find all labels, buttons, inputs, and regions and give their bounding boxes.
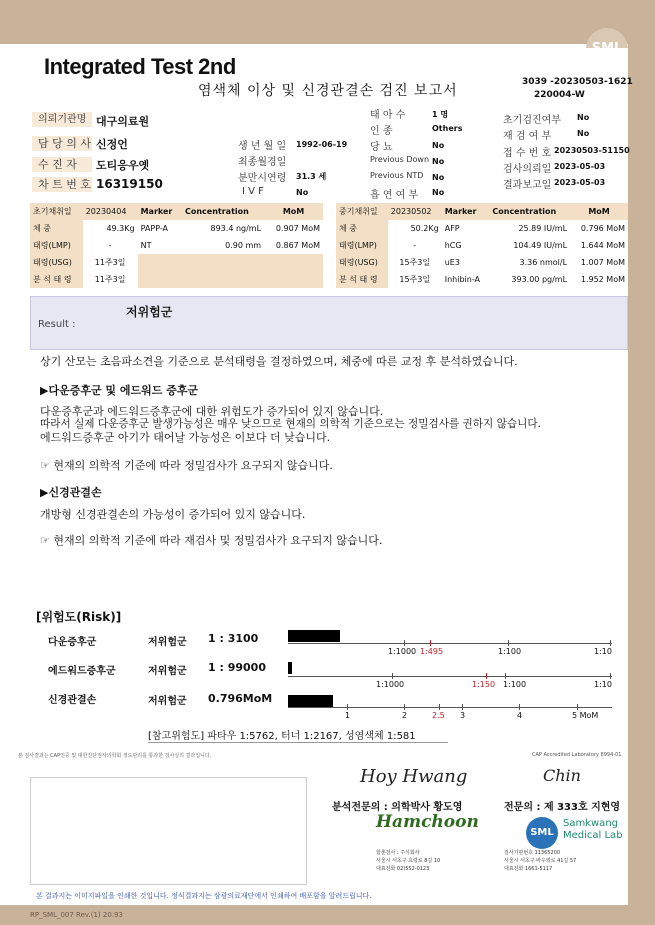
diabetes-value: No [432, 141, 445, 150]
risk-edwards-level: 저위험군 [148, 666, 187, 677]
chart-number-label: 차 트 번 호 [32, 177, 92, 192]
first-date-label: 초기채취일 [30, 203, 83, 220]
retest-value: No [577, 129, 590, 138]
doctor-label: 담 당 의 사 [32, 136, 92, 151]
reference-risk: [참고위험도] 파타우 1:5762, 터너 1:2167, 성염색체 1:581 [148, 731, 416, 742]
first-analysis-value: 11주3일 [94, 275, 126, 284]
ivf-label: I V F [242, 186, 264, 197]
ivf-value: No [296, 188, 309, 197]
second-date-value: 20230502 [388, 203, 442, 220]
lmp-label: 최종월경일 [238, 157, 287, 168]
risk-ntd-tick-label: 1 [345, 711, 351, 720]
race-value: Others [432, 124, 463, 133]
fetus-count-value: 1 명 [432, 110, 449, 119]
second-weight-value: 50.2Kg [410, 224, 439, 233]
samkwang-name-line1: Samkwang [563, 818, 618, 829]
second-conc-hcg: 104.49 IU/mL [513, 241, 568, 250]
risk-down-level: 저위험군 [148, 637, 187, 648]
race-label: 인 종 [370, 126, 393, 137]
reference-underline [148, 742, 448, 743]
risk-down-tick [610, 640, 611, 646]
samkwang-name [563, 818, 623, 842]
result-box [30, 296, 628, 350]
risk-down-bar [288, 630, 340, 642]
risk-edwards-value: 1 : 99000 [208, 661, 266, 674]
delivery-age-value: 31.3 세 [296, 172, 327, 181]
risk-down-name: 다운증후군 [48, 637, 97, 648]
first-header-marker: Marker [138, 203, 182, 220]
section-down-line3: 에드워드증후군 아기가 태어날 가능성은 이보다 더 낮습니다. [40, 431, 331, 444]
previous-ntd-label: Previous NTD [370, 171, 424, 180]
footer-code: RP_SML_007 Rev.(1) 20.93 [30, 911, 123, 919]
second-marker-inhibin: Inhibin-A [444, 275, 480, 284]
request-date-value: 2023-05-03 [554, 162, 606, 171]
samkwang-address [504, 849, 576, 873]
first-usg-label: 태령(USG) [30, 254, 83, 271]
previous-down-label: Previous Down [370, 155, 430, 164]
section-down-note: ☞ 현재의 의학적 기준에 따라 정밀검사가 요구되지 않습니다. [40, 459, 333, 472]
first-marker-nt: NT [140, 241, 152, 250]
hamchoon-address [376, 849, 440, 873]
report-date-value: 2023-05-03 [554, 178, 606, 187]
samkwang-address-line2: 서울시 서초구 바우뫼로 41길 57 [504, 858, 577, 864]
section-ntd-title: ▶신경관결손 [40, 486, 102, 499]
institution-label: 의뢰기관명 [32, 112, 92, 127]
second-usg-value: 15주3일 [399, 258, 431, 267]
signature-specialist: Chin [543, 766, 581, 785]
risk-edwards-bar [288, 662, 292, 674]
right-band [628, 0, 655, 925]
retest-label: 재 검 여 부 [503, 131, 552, 142]
chart-number-value: 16319150 [96, 177, 163, 191]
risk-ntd-tick-label: 2.5 [432, 711, 445, 720]
risk-edwards-tick [505, 673, 506, 679]
previous-ntd-value: No [432, 173, 445, 182]
previous-down-value: No [432, 157, 445, 166]
risk-down-tick [404, 640, 405, 646]
risk-edwards-tick-label: 1:1000 [376, 680, 405, 689]
risk-edwards-name: 에드워드증후군 [48, 666, 116, 677]
risk-ntd-tick [439, 704, 440, 710]
first-mom-nt: 0.867 MoM [275, 241, 320, 250]
birth-label: 생 년 월 일 [238, 141, 287, 152]
risk-down-tick-label: 1:100 [498, 647, 522, 656]
risk-down-tick-label: 1:10 [594, 647, 612, 656]
second-conc-ue3: 3.36 nmol/L [519, 258, 568, 267]
samkwang-address-line1: 검사기관번호 11365200 [504, 850, 561, 856]
risk-ntd-bar [288, 695, 333, 707]
risk-down-axis [288, 643, 612, 644]
section-ntd-line1: 개방형 신경관결손의 가능성이 증가되어 있지 않습니다. [40, 508, 306, 521]
samkwang-address-line3: 대표전화 1661-5117 [504, 866, 553, 872]
second-mom-inhibin: 1.952 MoM [580, 275, 625, 284]
second-mom-hcg: 1.644 MoM [580, 241, 625, 250]
second-trimester-table [336, 203, 628, 288]
first-lmp-label: 태령(LMP) [30, 237, 83, 254]
risk-ntd-tick-label: 5 MoM [572, 711, 599, 720]
analyst-role: 분석전문의 : 의학박사 황도영 [332, 802, 463, 813]
second-header-mom: MoM [570, 203, 628, 220]
second-marker-ue3: uE3 [444, 258, 460, 267]
cap-note: CAP Accredited Laboratory 8994-01 [532, 752, 622, 758]
receipt-number-value: 20230503-51150 [554, 146, 630, 155]
risk-down-tick [508, 640, 509, 646]
document-number-line2: 220004-W [534, 90, 585, 100]
second-mom-ue3: 1.007 MoM [580, 258, 625, 267]
delivery-age-label: 분만시연령 [238, 173, 287, 184]
top-band [0, 0, 655, 44]
second-analysis-label: 분 석 태 령 [336, 271, 388, 288]
risk-ntd-axis [288, 707, 612, 708]
receipt-number-label: 접 수 번 호 [503, 148, 552, 159]
risk-down-tick [430, 640, 431, 646]
institution-value: 대구의료원 [96, 115, 150, 128]
diabetes-label: 당 뇨 [370, 142, 393, 153]
section-down-line2: 따라서 실제 다운증후군 발생가능성은 매우 낮으므로 현재의 의학적 기준으로는 정밀검사를 권하지 않습니다. [40, 418, 541, 430]
first-weight-value: 49.3Kg [106, 224, 135, 233]
hamchoon-address-line3: 대표전화 02)552-0123 [376, 866, 430, 872]
risk-edwards-tick-label: 1:150 [472, 680, 496, 689]
risk-down-tick-label: 1:1000 [388, 647, 417, 656]
first-conc-papp: 893.4 ng/mL [210, 224, 262, 233]
risk-ntd-tick [404, 704, 405, 710]
result-label: Result : [38, 319, 76, 330]
risk-ntd-tick-label: 2 [402, 711, 408, 720]
examinee-label: 수 진 자 [32, 157, 92, 172]
risk-ntd-tick-label: 3 [460, 711, 466, 720]
first-header-mom: MoM [264, 203, 323, 220]
section-down-title: ▶다운증후군 및 에드워드 증후군 [40, 384, 199, 397]
report-title: Integrated Test 2nd [44, 54, 236, 79]
examinee-value: 도티응우옛 [96, 159, 150, 172]
risk-ntd-tick [519, 704, 520, 710]
comment-box [30, 777, 307, 885]
risk-edwards-tick [486, 673, 487, 679]
samkwang-name-line2: Medical Lab [563, 830, 623, 841]
fetus-count-label: 태 아 수 [370, 110, 406, 121]
first-mom-papp: 0.907 MoM [275, 224, 320, 233]
first-header-concentration: Concentration [182, 203, 264, 220]
first-conc-nt: 0.90 mm [225, 241, 262, 250]
risk-edwards-tick [392, 673, 393, 679]
smoking-value: No [432, 188, 445, 197]
second-conc-afp: 25.89 IU/mL [518, 224, 568, 233]
second-marker-hcg: hCG [444, 241, 462, 250]
result-value: 저위험군 [126, 305, 173, 319]
hamchoon-logo: Hamchoon [376, 812, 479, 832]
first-analysis-label: 분 석 태 령 [30, 271, 83, 288]
smoking-label: 흡 연 여 부 [370, 190, 419, 201]
first-test-label: 초기검진여부 [503, 115, 561, 126]
risk-ntd-tick [462, 704, 463, 710]
first-trimester-table [30, 203, 323, 288]
risk-ntd-tick [577, 704, 578, 710]
risk-ntd-value: 0.796MoM [208, 692, 273, 705]
intro-text: 상기 산모는 초음파소견을 기준으로 분석태령을 결정하였으며, 체중에 따른 교정 후 분석하였습니다. [40, 355, 518, 368]
sml-lab-logo: SML [526, 817, 558, 849]
risk-ntd-tick-label: 4 [517, 711, 523, 720]
risk-edwards-tick-label: 1:100 [503, 680, 527, 689]
second-conc-inhibin: 393.00 pg/mL [511, 275, 568, 284]
report-subtitle: 염색체 이상 및 신경관결손 검진 보고서 [198, 83, 458, 99]
second-analysis-value: 15주3일 [399, 275, 431, 284]
risk-ntd-tick [347, 704, 348, 710]
first-date-value: 20230404 [83, 203, 138, 220]
second-header-concentration: Concentration [489, 203, 570, 220]
footer-disclaimer: 본 결과지는 이미지파일을 인쇄한 것입니다. 정식결과지는 삼광의료재단에서 인쇄하여 배포함을 알려드립니다. [36, 892, 372, 900]
risk-ntd-level: 저위험군 [148, 696, 187, 707]
second-header-marker: Marker [442, 203, 490, 220]
first-usg-value: 11주3일 [94, 258, 126, 267]
section-down-line1: 다운증후군과 에드워드증후군에 대한 위험도가 증가되어 있지 않습니다. [40, 405, 384, 418]
section-ntd-note: ☞ 현재의 의학적 기준에 따라 재검사 및 정밀검사가 요구되지 않습니다. [40, 534, 383, 547]
birth-value: 1992-06-19 [296, 140, 348, 149]
hamchoon-address-line2: 서울시 서초구 효령로 8길 10 [376, 858, 441, 864]
second-weight-label: 체 중 [336, 220, 388, 237]
first-lmp-value: - [108, 241, 112, 250]
specialist-role: 전문의 : 제 333호 지현영 [504, 802, 621, 813]
doctor-value: 신정언 [96, 138, 128, 151]
second-marker-afp: AFP [444, 224, 460, 233]
signature-analyst: Hoy Hwang [360, 766, 468, 787]
risk-edwards-tick-label: 1:10 [594, 680, 612, 689]
first-weight-label: 체 중 [30, 220, 83, 237]
risk-edwards-tick [610, 673, 611, 679]
second-lmp-label: 태령(LMP) [336, 237, 388, 254]
document-number [522, 76, 633, 102]
first-test-value: No [577, 113, 590, 122]
second-lmp-value: - [413, 241, 417, 250]
first-marker-papp: PAPP-A [140, 224, 169, 233]
accreditation-note: 본 검사결과는 CAP인증 및 대한진단검사의학회 정도관리를 통과한 검사실의 결과입니다. [18, 753, 212, 759]
risk-ntd-name: 신경관결손 [48, 695, 97, 706]
risk-title: [위험도(Risk)] [36, 610, 122, 624]
risk-edwards-axis [288, 676, 612, 677]
report-date-label: 결과보고일 [503, 180, 552, 191]
second-mom-afp: 0.796 MoM [580, 224, 625, 233]
document-number-line1: 3039 -20230503-1621 [522, 77, 633, 87]
risk-down-value: 1 : 3100 [208, 632, 259, 645]
second-date-label: 중기채취일 [336, 203, 388, 220]
risk-down-tick-label: 1:495 [420, 647, 444, 656]
second-usg-label: 태령(USG) [336, 254, 388, 271]
request-date-label: 검사의뢰일 [503, 164, 552, 175]
hamchoon-address-line1: 함춘검사 : 주식회사 [376, 850, 420, 856]
